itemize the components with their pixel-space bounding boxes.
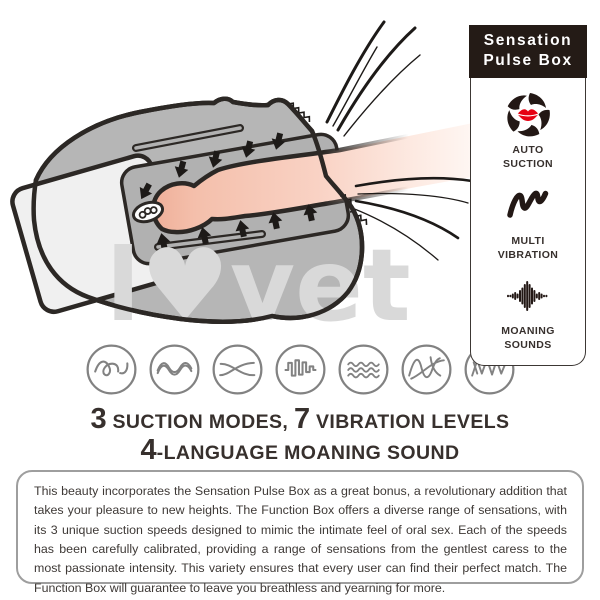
description-box [16, 470, 584, 595]
mode-double-sine-icon [149, 344, 200, 395]
multi-vibration-icon [503, 181, 553, 231]
description-text: This beauty incorporates the Sensation Pulse Box as a great bonus, a revolutionary addition that takes your pleasure to new heights. The Function Box offers a diverse range of sensations, with its 3 unique suction speeds designed to mimic the intimate feel of oral sex. Each of the speeds has been carefully calibrated, providing a range of sensations from the gentlest caress to the most passionate intensity. This variety ensures that every user can find their perfect match. The Function Box will guarantee to leave you breathless and yearning for more. [34, 484, 567, 595]
headline-number-language: 4 [140, 434, 157, 466]
mode-pulse-steps-icon [275, 344, 326, 395]
mode-tangled-waves-icon [401, 344, 452, 395]
mode-cross-curves-icon [212, 344, 263, 395]
sensation-pulse-box-panel [469, 25, 587, 366]
mode-ripple-rows-icon [338, 344, 389, 395]
feature-auto-suction [503, 90, 553, 171]
headline [0, 405, 600, 467]
panel-body [470, 78, 586, 366]
headline-number-suction: 3 [90, 403, 107, 435]
moaning-sounds-icon [503, 271, 553, 321]
panel-title-line1: Sensation [483, 32, 573, 49]
feature-label-moaning-sounds: MOANING SOUNDS [501, 324, 555, 352]
feature-multi-vibration [498, 181, 559, 262]
headline-line2: 4-LANGUAGE MOANING SOUND [140, 434, 460, 466]
auto-suction-icon [503, 90, 553, 140]
feature-moaning-sounds [501, 271, 555, 352]
panel-title-line2: Pulse Box [483, 52, 573, 70]
mode-loop-wave-icon [86, 344, 137, 395]
watermark: l♥vet [106, 227, 411, 344]
panel-title [469, 25, 587, 78]
feature-label-auto-suction: AUTO SUCTION [502, 144, 554, 171]
headline-number-vibration: 7 [294, 403, 311, 435]
headline-line1: 3 SUCTION MODES, 7 VIBRATION LEVELS [90, 403, 510, 435]
feature-label-multi-vibration: MULTI VIBRATION [497, 234, 559, 261]
